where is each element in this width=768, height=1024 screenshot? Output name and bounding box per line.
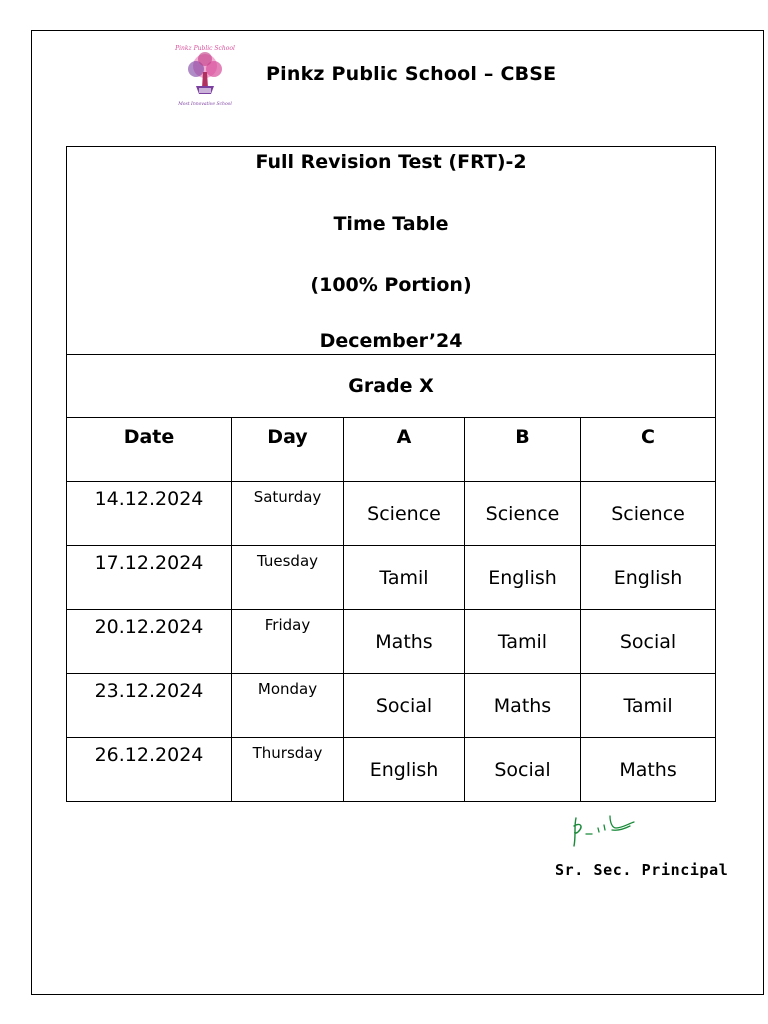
subject-cell-a	[344, 482, 465, 546]
month-label: December’24	[319, 330, 463, 352]
time-table	[66, 146, 716, 802]
subject-cell-a	[344, 738, 465, 802]
subject-cell-c	[581, 546, 716, 610]
column-header-date	[67, 418, 232, 482]
subject-text: Maths	[619, 758, 677, 781]
day-cell	[232, 482, 344, 546]
principal-signature	[566, 812, 638, 852]
subject-text: Tamil	[379, 566, 429, 589]
day-text: Friday	[264, 616, 311, 634]
subject-cell-c	[581, 674, 716, 738]
subject-text: English	[369, 758, 439, 781]
date-cell	[67, 674, 232, 738]
grade-label: Grade X	[67, 355, 716, 418]
subject-cell-b	[465, 674, 581, 738]
column-header-a	[344, 418, 465, 482]
column-header-c	[581, 418, 716, 482]
test-title: Full Revision Test (FRT)-2	[255, 151, 527, 173]
subject-cell-c	[581, 610, 716, 674]
column-header-label: B	[515, 426, 530, 448]
table-row	[67, 482, 716, 546]
column-header-label: Date	[123, 426, 175, 448]
date-text: 14.12.2024	[94, 488, 204, 510]
subject-cell-a	[344, 610, 465, 674]
subject-text: Tamil	[623, 694, 673, 717]
subject-cell-a	[344, 546, 465, 610]
date-cell	[67, 482, 232, 546]
date-text: 26.12.2024	[94, 744, 204, 766]
subject-cell-b	[465, 482, 581, 546]
title-block	[67, 147, 716, 355]
column-header-day	[232, 418, 344, 482]
date-cell	[67, 546, 232, 610]
day-cell	[232, 610, 344, 674]
subject-text: Science	[367, 502, 441, 525]
subject-cell-c	[581, 738, 716, 802]
subject-text: Science	[611, 502, 685, 525]
table-row	[67, 610, 716, 674]
date-text: 23.12.2024	[94, 680, 204, 702]
school-name: Pinkz Public School – CBSE	[266, 63, 557, 85]
column-header-label: Day	[267, 426, 308, 448]
subject-text: Social	[375, 694, 433, 717]
subject-text: Social	[619, 630, 677, 653]
subject-text: English	[488, 566, 557, 589]
portion-label: (100% Portion)	[310, 274, 472, 296]
school-logo	[175, 42, 235, 110]
subject-text: Social	[494, 758, 551, 781]
date-cell	[67, 610, 232, 674]
table-row	[67, 674, 716, 738]
table-row	[67, 738, 716, 802]
subject-text: Maths	[493, 694, 552, 717]
column-header-label: C	[641, 426, 655, 448]
column-header-b	[465, 418, 581, 482]
subject-cell-a	[344, 674, 465, 738]
subject-text: Science	[485, 502, 560, 525]
subject-cell-b	[465, 610, 581, 674]
subject-cell-b	[465, 546, 581, 610]
svg-text:Pinkz Public School: Pinkz Public School	[175, 45, 235, 52]
day-text: Monday	[257, 680, 318, 698]
subject-cell-b	[465, 738, 581, 802]
subject-text: Maths	[375, 630, 433, 653]
subject-cell-c	[581, 482, 716, 546]
day-text: Tuesday	[256, 552, 319, 570]
svg-text:Most Innovative School: Most Innovative School	[178, 102, 232, 107]
date-text: 20.12.2024	[94, 616, 204, 638]
date-cell	[67, 738, 232, 802]
timetable-heading: Time Table	[333, 213, 449, 235]
day-text: Thursday	[252, 744, 323, 762]
subject-text: Tamil	[497, 630, 548, 653]
day-cell	[232, 738, 344, 802]
column-header-label: A	[396, 426, 412, 448]
day-cell	[232, 674, 344, 738]
day-text: Saturday	[253, 488, 322, 506]
date-text: 17.12.2024	[94, 552, 204, 574]
table-row	[67, 546, 716, 610]
day-cell	[232, 546, 344, 610]
subject-text: English	[613, 566, 683, 589]
principal-designation: Sr. Sec. Principal	[555, 861, 729, 879]
